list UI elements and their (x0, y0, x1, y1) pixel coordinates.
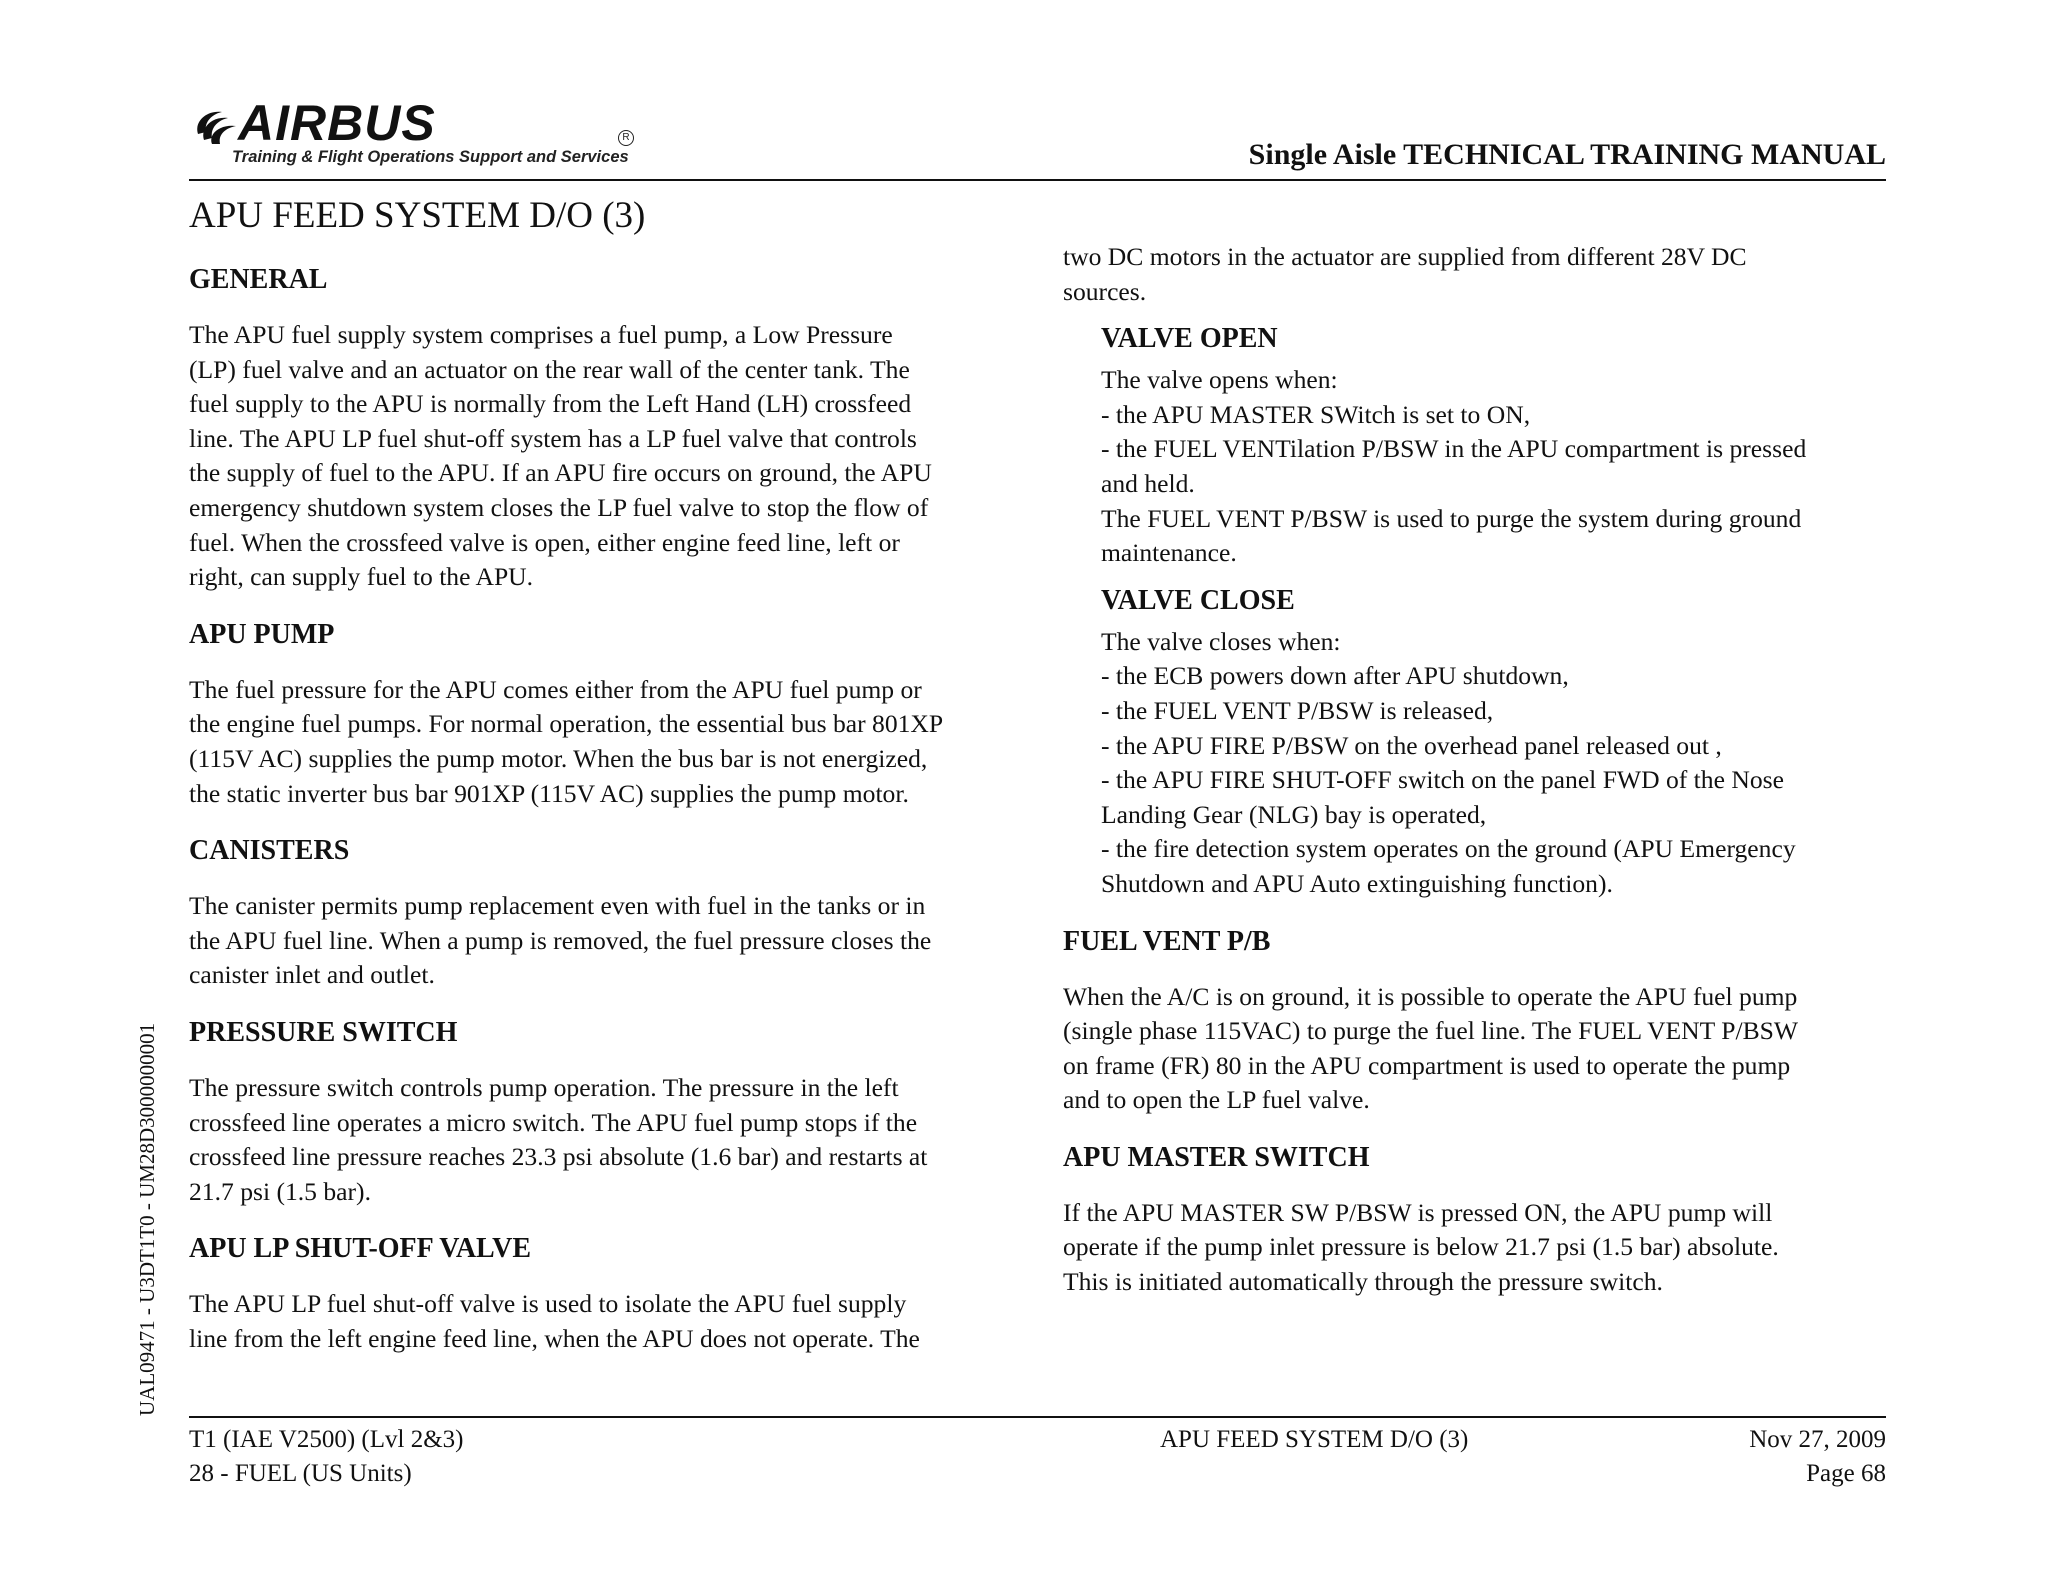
text-line: (115V AC) supplies the pump motor. When the bus bar is not energized, (189, 743, 928, 773)
text-line: The valve closes when: (1101, 626, 1341, 656)
text-line: fuel. When the crossfeed valve is open, either engine feed line, left or (189, 527, 900, 557)
text-line: The APU fuel supply system comprises a fuel pump, a Low Pressure (189, 320, 893, 349)
text-line: the APU fuel line. When a pump is removed, the fuel pressure closes the (189, 925, 932, 955)
footer-course: T1 (IAE V2500) (Lvl 2&3) (189, 1426, 464, 1453)
airbus-logo (190, 95, 750, 170)
continuation-text (1063, 240, 1893, 309)
text-line: The APU LP fuel shut-off valve is used to isolate the APU fuel supply (189, 1289, 907, 1319)
section-body (1101, 363, 1893, 571)
side-reference-code: UAL09471 - U3DT1T0 - UM28D3000000001 (135, 1022, 159, 1416)
section-apu-pump (189, 617, 1019, 811)
section-title: CANISTERS (189, 835, 350, 867)
text-line: crossfeed line operates a micro switch. The APU fuel pump stops if the (189, 1107, 918, 1137)
section-body (189, 1071, 1019, 1209)
section-pressure-switch (189, 1015, 1019, 1209)
registered-mark-icon: R (618, 130, 634, 146)
text-line: When the A/C is on ground, it is possible to operate the APU fuel pump (1063, 981, 1798, 1011)
section-body (189, 318, 1019, 595)
text-line: (single phase 115VAC) to purge the fuel line. The FUEL VENT P/BSW (1063, 1016, 1799, 1046)
section-title: PRESSURE SWITCH (189, 1016, 458, 1048)
text-line: and held. (1101, 468, 1195, 498)
text-line: The valve opens when: (1101, 365, 1338, 395)
text-line: - the FUEL VENT P/BSW is released, (1101, 695, 1494, 725)
text-line: This is initiated automatically through the pressure switch. (1063, 1267, 1663, 1297)
section-body (1063, 980, 1893, 1118)
text-line: the static inverter bus bar 901XP (115V AC) supplies the pump motor. (189, 778, 909, 808)
section-apu-lp-shutoff-valve (189, 1231, 1019, 1356)
logo-wordmark: AIRBUS (238, 95, 436, 151)
text-line: The FUEL VENT P/BSW is used to purge the system during ground (1101, 503, 1802, 533)
left-column (189, 262, 1019, 1378)
section-body (189, 889, 1019, 993)
manual-title: Single Aisle TECHNICAL TRAINING MANUAL (1248, 138, 1886, 171)
text-line: The fuel pressure for the APU comes either from the APU fuel pump or (189, 674, 922, 704)
text-line: The pressure switch controls pump operation. The pressure in the left (189, 1072, 899, 1102)
section-fuel-vent-pb (1063, 924, 1893, 1118)
subsection-valve-close (1063, 583, 1893, 902)
footer-center (1160, 1423, 1468, 1457)
section-title: APU PUMP (189, 618, 335, 650)
footer-divider (189, 1416, 1886, 1418)
text-line: Shutdown and APU Auto extinguishing function). (1101, 868, 1613, 898)
section-body (189, 673, 1019, 811)
section-general (189, 262, 1019, 595)
text-line: the engine fuel pumps. For normal operation, the essential bus bar 801XP (189, 709, 944, 739)
text-line: on frame (FR) 80 in the APU compartment is used to operate the pump (1063, 1050, 1791, 1080)
text-line: - the FUEL VENTilation P/BSW in the APU compartment is pressed (1101, 434, 1807, 464)
text-line: maintenance. (1101, 538, 1237, 568)
section-body (189, 1287, 1019, 1356)
text-line: canister inlet and outlet. (189, 960, 435, 990)
airbus-swirl-icon (190, 104, 242, 148)
section-title: APU MASTER SWITCH (1063, 1141, 1370, 1173)
text-line: 21.7 psi (1.5 bar). (189, 1176, 371, 1206)
text-line: crossfeed line pressure reaches 23.3 psi absolute (1.6 bar) and restarts at (189, 1142, 928, 1172)
footer-topic: APU FEED SYSTEM D/O (3) (1160, 1426, 1469, 1453)
text-line: - the APU FIRE P/BSW on the overhead panel released out , (1101, 730, 1722, 760)
text-line: line from the left engine feed line, when the APU does not operate. The (189, 1323, 920, 1353)
text-line: line. The APU LP fuel shut-off system has a LP fuel valve that controls (189, 423, 917, 453)
text-line: sources. (1063, 276, 1147, 306)
text-line: the supply of fuel to the APU. If an APU fire occurs on ground, the APU (189, 458, 932, 488)
text-line: and to open the LP fuel valve. (1063, 1085, 1370, 1115)
text-line: - the APU FIRE SHUT-OFF switch on the panel FWD of the Nose (1101, 765, 1784, 795)
text-line: fuel supply to the APU is normally from the Left Hand (LH) crossfeed (189, 389, 912, 419)
section-title: GENERAL (189, 264, 328, 295)
section-body (1101, 625, 1893, 902)
text-line: - the ECB powers down after APU shutdown, (1101, 661, 1569, 691)
text-line: right, can supply fuel to the APU. (189, 562, 534, 592)
text-line: two DC motors in the actuator are supplied from different 28V DC (1063, 242, 1747, 271)
page-title: APU FEED SYSTEM D/O (3) (189, 195, 646, 236)
text-line: - the fire detection system operates on the ground (APU Emergency (1101, 834, 1796, 864)
footer-right (1749, 1423, 1886, 1491)
text-line: (LP) fuel valve and an actuator on the rear wall of the center tank. The (189, 354, 910, 384)
footer-date: Nov 27, 2009 (1749, 1426, 1886, 1453)
section-canisters (189, 833, 1019, 993)
text-line: emergency shutdown system closes the LP fuel valve to stop the flow of (189, 492, 929, 522)
text-line: The canister permits pump replacement even with fuel in the tanks or in (189, 891, 926, 921)
text-line: Landing Gear (NLG) bay is operated, (1101, 799, 1487, 829)
right-column (1063, 240, 1893, 1322)
text-line: If the APU MASTER SW P/BSW is pressed ON, the APU pump will (1063, 1197, 1773, 1227)
text-line: operate if the pump inlet pressure is below 21.7 psi (1.5 bar) absolute. (1063, 1232, 1779, 1262)
subsection-valve-open (1063, 321, 1893, 571)
section-body (1063, 240, 1893, 309)
footer-chapter: 28 - FUEL (US Units) (189, 1460, 412, 1487)
header-divider (189, 179, 1886, 181)
footer-left (189, 1423, 464, 1491)
logo-tagline: Training & Flight Operations Support and Services (232, 148, 629, 166)
section-apu-master-switch (1063, 1140, 1893, 1300)
footer-page-number: Page 68 (1806, 1460, 1886, 1487)
text-line: - the APU MASTER SWitch is set to ON, (1101, 399, 1531, 429)
section-title: APU LP SHUT-OFF VALVE (189, 1233, 532, 1265)
subsection-title: VALVE CLOSE (1101, 584, 1295, 616)
section-body (1063, 1196, 1893, 1300)
section-title: FUEL VENT P/B (1063, 925, 1271, 957)
subsection-title: VALVE OPEN (1101, 323, 1278, 355)
